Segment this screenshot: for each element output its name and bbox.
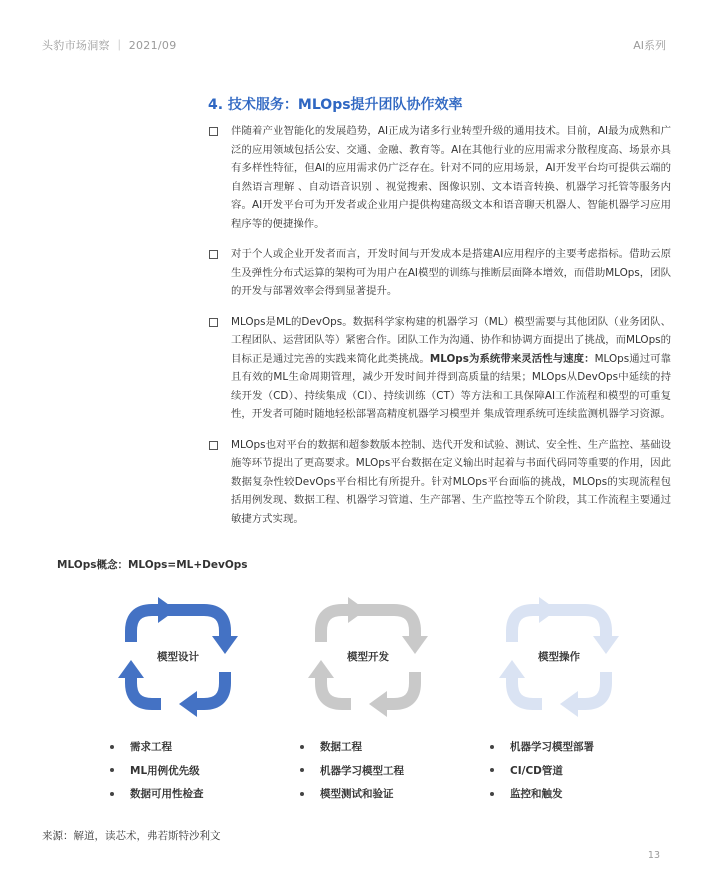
bullet-item: [209, 122, 671, 233]
bullet-list: [209, 122, 671, 540]
cycle-label: 模型开发: [347, 651, 389, 663]
arrow-head: [560, 691, 578, 717]
list-item: ML用例优先级: [110, 759, 204, 783]
bullet-text: MLOps也对平台的数据和超参数版本控制、迭代开发和试验、测试、安全性、生产监控、基础设施等环节提出了更高要求。MLOps平台数据在定义输出时起着与书面代码同等重要的作用，因此数据复杂性较DevOps平台相比有所提升。针对MLOps平台面临的挑战，MLOps的实现流程包括用例发现、数据工程、机器学习管道、生产部署、生产监控等五个阶段，其工作流程主要通过敏捷方式实现。: [231, 438, 671, 525]
bullet-text: 对于个人或企业开发者而言，开发时间与开发成本是搭建AI应用程序的主要考虑指标。借助云原生及弹性分布式运算的架构可为用户在AI模型的训练与推断层面降本增效，而借助MLOps，团队的开发与部署效率会得到显著提升。: [231, 248, 671, 297]
section-title: 4. 技术服务：MLOps提升团队协作效率: [208, 97, 463, 113]
arrow-segment: [131, 610, 161, 642]
cycle-model-design: [113, 592, 243, 722]
bullet-text-intro: MLOps是ML的DevOps。数据科学家构建的机器学习（ML）模型需要与其他团队（业务团队、工程团队、运营团队等）紧密合作。团队工作为沟通、协作和协调方面提出了挑战，而MLOps的目标正是通过完善的实践来简化此类挑战。: [231, 315, 671, 365]
list-item: 机器学习模型部署: [490, 735, 594, 759]
bullet-text: [231, 313, 671, 424]
arrow-head: [348, 597, 366, 623]
bullet-dot-icon: [490, 768, 494, 772]
square-bullet-icon: [209, 127, 218, 136]
list-item: 需求工程: [110, 735, 204, 759]
square-bullet-icon: [209, 441, 218, 450]
design-list: [110, 735, 204, 806]
bullet-text-detail: MLOps通过可靠且有效的ML生命周期管理，减少开发时间并得到高质量的结果；MLOps从DevOps中延续的持续开发（CD）、持续集成（CI）、持续训练（CT）等方法和工具保障AI工作流程和模型的可重复性，开发者可随时随地轻松部署高精度机器学习模型并 集成管理系统可连续监测机器学习资源。: [231, 352, 672, 420]
cycle-model-operation: [494, 592, 624, 722]
header-left: 头豹市场洞察 ｜ 2021/09: [42, 39, 177, 52]
bullet-dot-icon: [300, 792, 304, 796]
development-list: [300, 735, 404, 806]
bullet-text-bold: MLOps为系统带来灵活性与速度：: [429, 352, 595, 365]
bullet-dot-icon: [490, 792, 494, 796]
source-note: 来源：解道，读芯术，弗若斯特沙利文: [42, 830, 221, 842]
bullet-dot-icon: [110, 745, 114, 749]
list-item: 数据工程: [300, 735, 404, 759]
bullet-item: [209, 436, 671, 529]
header-series: AI系列: [633, 39, 666, 52]
operation-list: [490, 735, 594, 806]
list-item: 数据可用性检查: [110, 782, 204, 806]
arrow-segment: [576, 672, 606, 704]
bullet-text: 伴随着产业智能化的发展趋势，AI正成为诸多行业转型升级的通用技术。目前，AI最为成熟和广泛的应用领域包括公安、交通、金融、教育等。AI在其他行业的应用需求分散程度高、场景亦具有多样性特征，但AI的应用需求仍广泛存在。针对不同的应用场景，AI开发平台均可提供云端的自然语言理解 、自动语音识别 、视觉搜索、图像识别、文本语音转换、机器学习托管等服务内容。AI开发平台可为开发者或企业用户提供构建高级文本和语音聊天机器人、智能机器学习应用程序等的便捷操作。: [231, 125, 671, 230]
bullet-dot-icon: [490, 745, 494, 749]
bullet-item: [209, 245, 671, 301]
arrow-head: [369, 691, 387, 717]
arrow-head: [539, 597, 557, 623]
bullet-dot-icon: [300, 768, 304, 772]
list-item: 监控和触发: [490, 782, 594, 806]
bullet-dot-icon: [300, 745, 304, 749]
bullet-dot-icon: [110, 792, 114, 796]
cycle-label: 模型设计: [157, 651, 199, 663]
square-bullet-icon: [209, 318, 218, 327]
arrow-segment: [385, 672, 415, 704]
list-item: 机器学习模型工程: [300, 759, 404, 783]
arrow-segment: [321, 610, 351, 642]
list-item: CI/CD管道: [490, 759, 594, 783]
arrow-head: [179, 691, 197, 717]
arrow-head: [158, 597, 176, 623]
arrow-segment: [512, 610, 542, 642]
bullet-item: [209, 313, 671, 424]
list-item: 模型测试和验证: [300, 782, 404, 806]
bullet-dot-icon: [110, 768, 114, 772]
cycle-model-development: [303, 592, 433, 722]
square-bullet-icon: [209, 250, 218, 259]
page-number: 13: [647, 850, 660, 861]
cycle-label: 模型操作: [538, 651, 580, 663]
arrow-segment: [195, 672, 225, 704]
concept-title: MLOps概念：MLOps=ML+DevOps: [57, 559, 248, 571]
